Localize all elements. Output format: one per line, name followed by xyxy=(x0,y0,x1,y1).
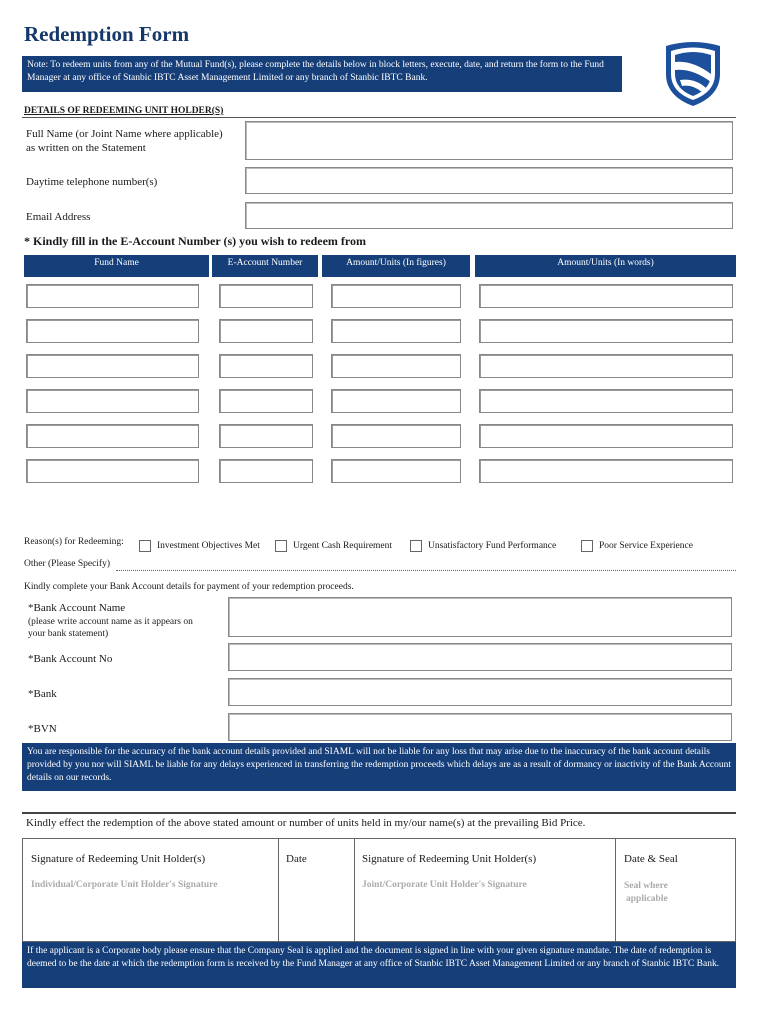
fund-name-cell[interactable] xyxy=(26,459,199,483)
reasons-label: Reason(s) for Redeeming: xyxy=(24,537,124,547)
joint-signature-area[interactable]: Joint/Corporate Unit Holder's Signature xyxy=(362,880,527,890)
email-label: Email Address xyxy=(26,211,91,223)
column-header-e-account: E-Account Number xyxy=(212,255,318,277)
bank-account-no-field[interactable] xyxy=(228,643,732,671)
e-account-cell[interactable] xyxy=(219,284,313,308)
full-name-label: Full Name (or Joint Name where applicable) as written on the Statement xyxy=(26,128,223,154)
e-account-cell[interactable] xyxy=(219,319,313,343)
e-account-cell[interactable] xyxy=(219,389,313,413)
column-divider xyxy=(354,838,355,942)
other-reason-label: Other (Please Specify) xyxy=(24,559,110,569)
column-divider xyxy=(615,838,616,942)
option-poor-service: Poor Service Experience xyxy=(599,541,693,551)
bank-account-name-hint: (please write account name as it appears on your bank statement) xyxy=(28,617,193,639)
fund-name-cell[interactable] xyxy=(26,354,199,378)
amount-figures-cell[interactable] xyxy=(331,319,461,343)
amount-words-cell[interactable] xyxy=(479,284,733,308)
email-field[interactable] xyxy=(245,202,733,229)
bank-instruction: Kindly complete your Bank Account details for payment of your redemption proceeds. xyxy=(24,582,354,592)
column-header-fund-name: Fund Name xyxy=(24,255,209,277)
fund-name-cell[interactable] xyxy=(26,424,199,448)
amount-words-cell[interactable] xyxy=(479,389,733,413)
signature-joint-header: Signature of Redeeming Unit Holder(s) xyxy=(362,853,537,865)
bank-account-no-label: *Bank Account No xyxy=(28,653,113,665)
individual-signature-area[interactable]: Individual/Corporate Unit Holder's Signature xyxy=(31,880,218,890)
amount-figures-cell[interactable] xyxy=(331,389,461,413)
bank-account-name-label: *Bank Account Name xyxy=(28,602,126,614)
signature-divider xyxy=(22,812,736,814)
seal-area[interactable]: Seal where applicable xyxy=(624,881,668,904)
option-investment-objectives: Investment Objectives Met xyxy=(157,541,260,551)
redemption-statement: Kindly effect the redemption of the above stated amount or number of units held in my/our name(s) at the prevailing Bid Price. xyxy=(26,817,586,829)
amount-figures-cell[interactable] xyxy=(331,354,461,378)
bank-label: *Bank xyxy=(28,688,57,700)
amount-words-cell[interactable] xyxy=(479,354,733,378)
holder-section-heading: DETAILS OF REDEEMING UNIT HOLDER(S) xyxy=(24,106,224,116)
column-header-amount-words: Amount/Units (In words) xyxy=(475,255,736,277)
shield-logo-icon xyxy=(662,40,724,108)
full-name-field[interactable] xyxy=(245,121,733,160)
date-seal-header: Date & Seal xyxy=(624,853,678,865)
checkbox-poor-service[interactable] xyxy=(581,540,593,552)
bvn-field[interactable] xyxy=(228,713,732,741)
page-title: Redemption Form xyxy=(24,22,190,46)
signature-holder-header: Signature of Redeeming Unit Holder(s) xyxy=(31,853,206,865)
date-header: Date xyxy=(286,853,307,865)
fund-name-cell[interactable] xyxy=(26,389,199,413)
bvn-label: *BVN xyxy=(28,723,57,735)
bank-account-name-field[interactable] xyxy=(228,597,732,637)
amount-figures-cell[interactable] xyxy=(331,424,461,448)
date-area[interactable] xyxy=(280,870,352,940)
corporate-note: If the applicant is a Corporate body please ensure that the Company Seal is applied and the document is signed in line with your given signature mandate. The date of redemption is deemed to be the date at which the redemption form is received by the Fund Manager at any office of Stanbic IBTC Asset Management Limited or any branch of Stanbic IBTC Bank. xyxy=(22,942,736,988)
phone-label: Daytime telephone number(s) xyxy=(26,176,158,188)
e-account-cell[interactable] xyxy=(219,354,313,378)
bank-field[interactable] xyxy=(228,678,732,706)
e-account-cell[interactable] xyxy=(219,424,313,448)
option-unsatisfactory-performance: Unsatisfactory Fund Performance xyxy=(428,541,557,551)
amount-words-cell[interactable] xyxy=(479,424,733,448)
column-divider xyxy=(278,838,279,942)
other-reason-line[interactable] xyxy=(116,570,736,571)
checkbox-unsatisfactory-performance[interactable] xyxy=(410,540,422,552)
bank-disclaimer: You are responsible for the accuracy of the bank account details provided and SIAML will not be liable for any loss that may arise due to the inaccuracy of the bank account details provided by you nor will SIAML be liable for any delays experienced in transferring the redemption proceeds which delays are as a result of dormancy or inactivity of the Bank Account details on our records. xyxy=(22,743,736,791)
instruction-note: Note: To redeem units from any of the Mutual Fund(s), please complete the details below in block letters, execute, date, and return the form to the Fund Manager at any office of Stanbic IBTC Asset Management Limited or any branch of Stanbic IBTC Bank. xyxy=(22,56,622,92)
phone-field[interactable] xyxy=(245,167,733,194)
column-header-amount-figures: Amount/Units (In figures) xyxy=(322,255,470,277)
checkbox-investment-objectives[interactable] xyxy=(139,540,151,552)
e-account-instruction: * Kindly fill in the E-Account Number (s) you wish to redeem from xyxy=(24,234,366,248)
fund-name-cell[interactable] xyxy=(26,284,199,308)
section-divider xyxy=(22,117,736,118)
amount-words-cell[interactable] xyxy=(479,459,733,483)
amount-figures-cell[interactable] xyxy=(331,284,461,308)
checkbox-urgent-cash[interactable] xyxy=(275,540,287,552)
option-urgent-cash: Urgent Cash Requirement xyxy=(293,541,393,551)
e-account-cell[interactable] xyxy=(219,459,313,483)
fund-name-cell[interactable] xyxy=(26,319,199,343)
amount-figures-cell[interactable] xyxy=(331,459,461,483)
amount-words-cell[interactable] xyxy=(479,319,733,343)
